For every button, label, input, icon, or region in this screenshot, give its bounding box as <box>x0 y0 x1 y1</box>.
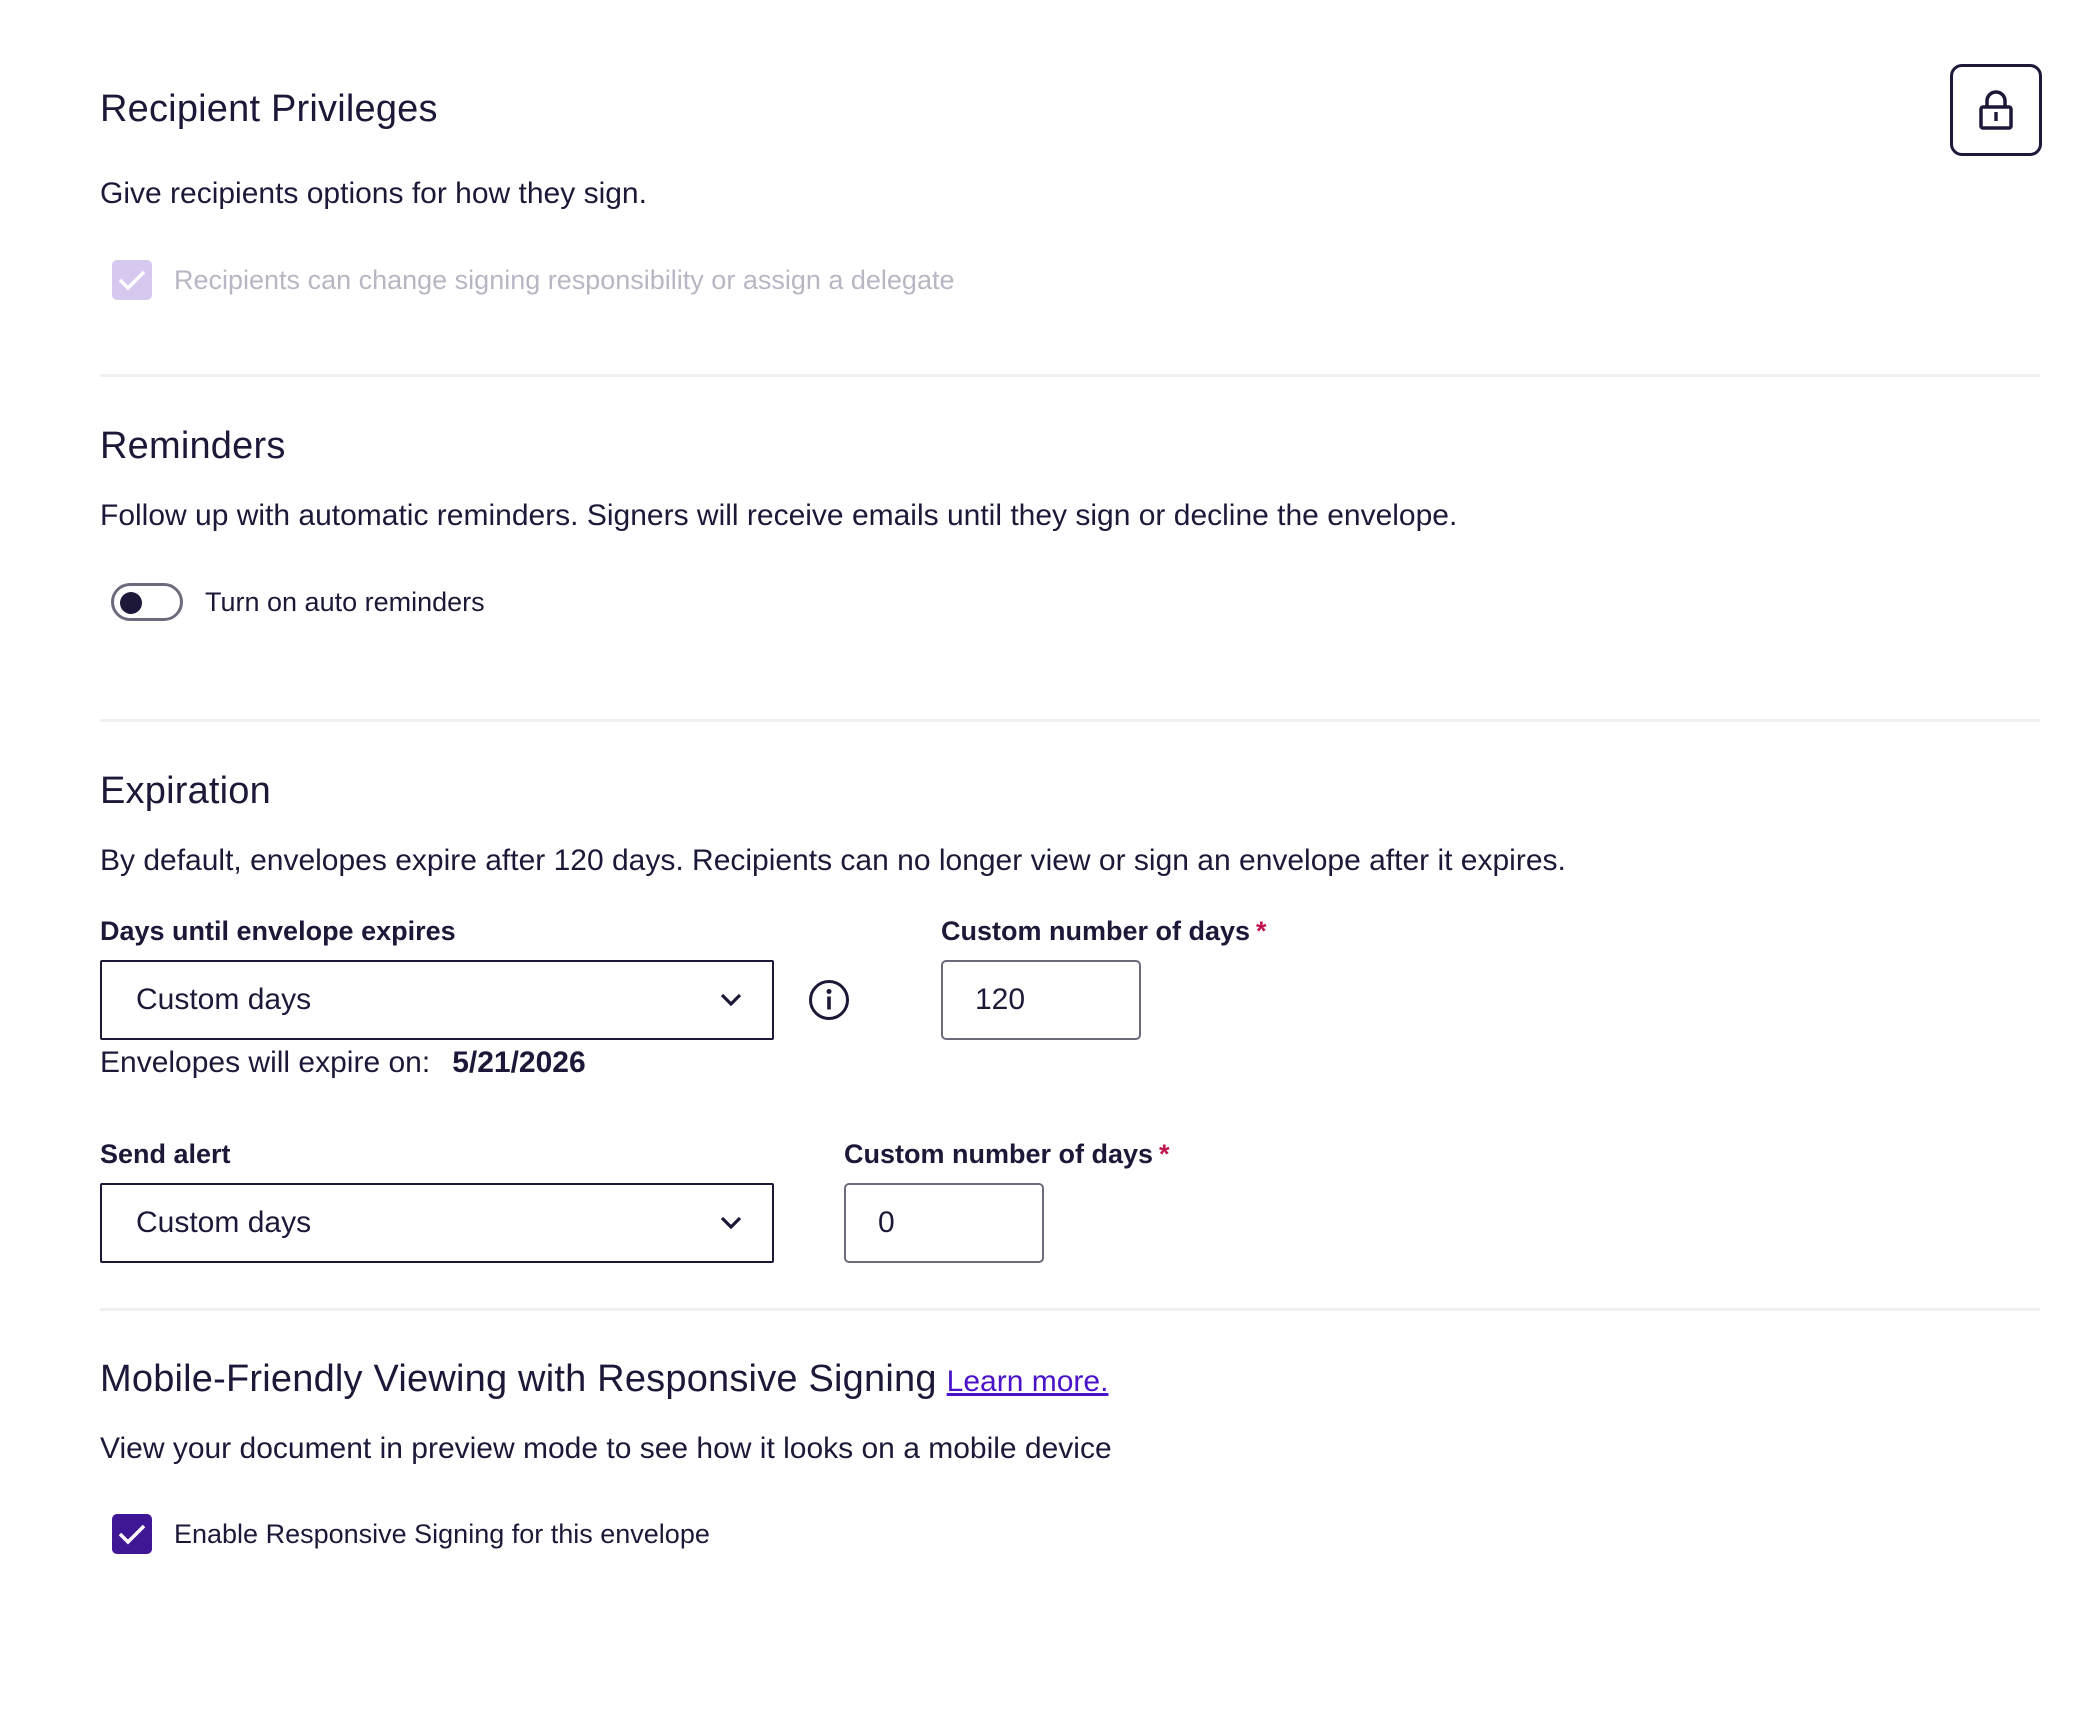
divider <box>100 719 2040 722</box>
info-icon[interactable] <box>808 979 850 1021</box>
expiration-description: By default, envelopes expire after 120 days. Recipients can no longer view or sign an envelope after it expires. <box>100 844 1566 877</box>
send-alert-value: Custom days <box>136 1206 312 1239</box>
chevron-down-icon <box>720 993 742 1007</box>
send-alert-label: Send alert <box>100 1139 231 1169</box>
custom-days-value: 120 <box>975 983 1026 1016</box>
days-until-expires-value: Custom days <box>136 983 312 1016</box>
responsive-title: Mobile-Friendly Viewing with Responsive Signing <box>100 1358 937 1400</box>
chevron-down-icon <box>720 1216 742 1230</box>
custom-days-label: Custom number of days * <box>941 916 1267 946</box>
responsive-checkbox-row <box>112 1514 710 1554</box>
toggle-knob <box>120 592 142 614</box>
required-mark: * <box>1159 1139 1170 1169</box>
delegate-checkbox[interactable] <box>112 260 152 300</box>
responsive-description: View your document in preview mode to see how it looks on a mobile device <box>100 1432 1112 1465</box>
auto-reminders-label: Turn on auto reminders <box>205 586 485 617</box>
divider <box>100 1308 2040 1311</box>
expire-date-value: 5/21/2026 <box>452 1046 586 1079</box>
responsive-checkbox[interactable] <box>112 1514 152 1554</box>
send-alert-select[interactable] <box>100 1183 774 1263</box>
auto-reminders-toggle[interactable] <box>111 583 183 621</box>
auto-reminders-row <box>111 583 485 621</box>
custom-days-input[interactable] <box>941 960 1141 1040</box>
alert-custom-days-value: 0 <box>878 1206 895 1239</box>
alert-custom-days-input[interactable] <box>844 1183 1044 1263</box>
expire-date-line <box>100 1046 586 1080</box>
checkmark-icon <box>118 269 146 291</box>
checkmark-icon <box>118 1523 146 1545</box>
lock-icon <box>1978 89 2014 131</box>
days-until-expires-label: Days until envelope expires <box>100 916 456 946</box>
required-mark: * <box>1256 916 1267 946</box>
alert-custom-days-label: Custom number of days * <box>844 1139 1170 1169</box>
responsive-title-row <box>100 1358 1108 1401</box>
days-until-expires-select[interactable] <box>100 960 774 1040</box>
lock-button[interactable] <box>1950 64 2042 156</box>
reminders-title: Reminders <box>100 425 286 467</box>
recipient-privileges-title: Recipient Privileges <box>100 88 438 130</box>
divider <box>100 374 2040 377</box>
expire-date-text: Envelopes will expire on: <box>100 1046 431 1079</box>
expiration-title: Expiration <box>100 770 271 812</box>
delegate-checkbox-label: Recipients can change signing responsibility or assign a delegate <box>174 264 955 295</box>
reminders-description: Follow up with automatic reminders. Signers will receive emails until they sign or decline the envelope. <box>100 499 1458 532</box>
learn-more-link[interactable]: Learn more. <box>946 1365 1109 1398</box>
responsive-checkbox-label: Enable Responsive Signing for this envelope <box>174 1518 710 1549</box>
delegate-checkbox-row <box>112 260 954 300</box>
recipient-privileges-description: Give recipients options for how they sign. <box>100 177 647 210</box>
